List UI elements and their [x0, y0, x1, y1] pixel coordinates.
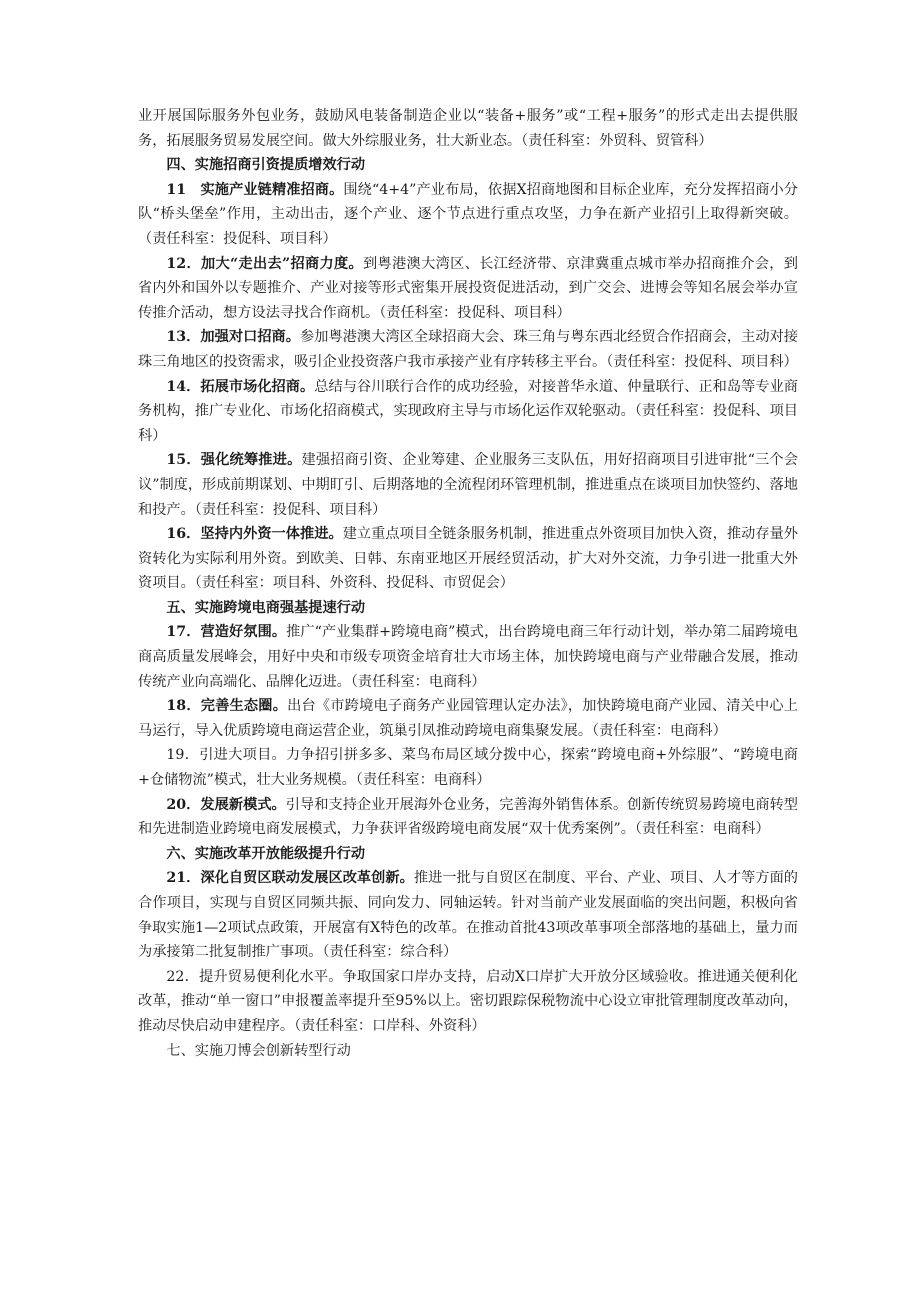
item-12: [138, 252, 798, 326]
item-17: [138, 620, 798, 694]
item-body: 建立重点项目全链条服务机制，推进重点外资项目加快入资，推动存量外资转化为实际利用外资。到欧美、日韩、东南亚地区开展经贸活动，扩大对外交流，力争引进一批重大外资项目。（责任科室：项目科、外资科、投促科、市贸促会）: [138, 526, 798, 592]
item-14: [138, 375, 798, 449]
item-lead: 18．完善生态圈。: [166, 698, 288, 715]
item-21: [138, 866, 798, 964]
item-lead: 13．加强对口招商。: [166, 329, 301, 346]
section-heading-4: 四、实施招商引资提质增效行动: [166, 157, 366, 174]
item-body: 推广“产业集群+跨境电商”模式，出台跨境电商三年行动计划，举办第二届跨境电商高质量发展峰会，用好中央和市级专项资金培育壮大市场主体，加快跨境电商与产业带融合发展，推动传统产业向高端化、品牌化迈进。（责任科室：电商科）: [138, 624, 798, 690]
section-heading-6: 六、实施改革开放能级提升行动: [166, 845, 366, 862]
item-16: [138, 522, 798, 596]
item-lead: 19．引进大项目。: [166, 747, 287, 764]
item-body: 出台《市跨境电子商务产业园管理认定办法》，加快跨境电商产业园、清关中心上马运行，导入优质跨境电商运营企业，筑巢引凤推动跨境电商集聚发展。（责任科室：电商科）: [138, 698, 798, 739]
item-lead: 15．强化统筹推进。: [166, 452, 302, 469]
item-lead: 21．深化自贸区联动发展区改革创新。: [166, 870, 414, 887]
item-body: 建强招商引资、企业筹建、企业服务三支队伍，用好招商项目引进审批“三个会议”制度，形成前期谋划、中期盯引、后期落地的全流程闭环管理机制，推进重点在谈项目加快签约、落地和投产。（责任科室：投促科、项目科）: [138, 452, 798, 518]
item-13: [138, 325, 798, 374]
item-body: 围绕“4+4”产业布局，依据X招商地图和目标企业库，充分发挥招商小分队“桥头堡垒”作用，主动出击，逐个产业、逐个节点进行重点攻坚，力争在新产业招引上取得新突破。（责任科室：投促科、项目科）: [138, 181, 798, 247]
item-18: [138, 694, 798, 743]
section-heading-7: 七、实施刀博会创新转型行动: [166, 1042, 351, 1059]
continuation-paragraph: 业开展国际服务外包业务，鼓励风电装备制造企业以“装备+服务”或“工程+服务”的形式走出去提供服务，拓展服务贸易发展空间。做大外综服业务，壮大新业态。（责任科室：外贸科、贸管科）: [138, 108, 798, 149]
item-body: 力争招引拼多多、菜鸟布局区域分拨中心，探索“跨境电商+外综服”、“跨境电商+仓储物流”模式，壮大业务规模。（责任科室：电商科）: [138, 747, 798, 789]
item-lead: 12．加大“走出去”招商力度。: [166, 255, 364, 272]
document-page: [138, 104, 798, 1063]
item-body: 推进一批与自贸区在制度、平台、产业、项目、人才等方面的合作项目，实现与自贸区同频共振、同向发力、同轴运转。针对当前产业发展面临的突出问题，积极向省争取实施1—2项试点政策，开展富有X特色的改革。在推动首批43项改革事项全部落地的基础上，量力而为承接第二批复制推广事项。（责任科室：综合科）: [138, 870, 798, 961]
item-body: 引导和支持企业开展海外仓业务，完善海外销售体系。创新传统贸易跨境电商转型和先进制造业跨境电商发展模式，力争获评省级跨境电商发展“双十优秀案例”。（责任科室：电商科）: [138, 796, 798, 838]
item-lead: 16．坚持内外资一体推进。: [166, 526, 343, 543]
item-body: 参加粤港澳大湾区全球招商大会、珠三角与粤东西北经贸合作招商会，主动对接珠三角地区的投资需求，吸引企业投资落户我市承接产业有序转移主平台。（责任科室：投促科、项目科）: [138, 329, 798, 370]
item-lead: 14．拓展市场化招商。: [166, 378, 315, 395]
item-15: [138, 448, 798, 522]
item-22: [138, 965, 798, 1039]
item-body: 到粤港澳大湾区、长江经济带、京津冀重点城市举办招商推介会，到省内外和国外以专题推介、产业对接等形式密集开展投资促进活动，到广交会、进博会等知名展会举办宣传推介活动，想方设法寻找合作商机。（责任科室：投促科、项目科）: [138, 255, 798, 321]
item-body: 争取国家口岸办支持，启动X口岸扩大开放分区域验收。推进通关便利化改革，推动“单一窗口”申报覆盖率提升至95%以上。密切跟踪保税物流中心设立审批管理制度改革动向，推动尽快启动申建程序。（责任科室：口岸科、外资科）: [138, 968, 798, 1034]
section-heading-5: 五、实施跨境电商强基提速行动: [166, 599, 366, 616]
item-lead: 11 实施产业链精准招商。: [166, 181, 344, 198]
item-lead: 17．营造好氛围。: [166, 624, 287, 641]
item-20: [138, 793, 798, 842]
item-lead: 22．提升贸易便利化水平。: [166, 968, 343, 985]
item-body: 总结与谷川联行合作的成功经验，对接普华永道、仲量联行、正和岛等专业商务机构，推广专业化、市场化招商模式，实现政府主导与市场化运作双轮驱动。（责任科室：投促科、项目科）: [138, 378, 798, 444]
item-11: [138, 178, 798, 252]
item-19: [138, 743, 798, 792]
item-lead: 20．发展新模式。: [166, 796, 286, 813]
